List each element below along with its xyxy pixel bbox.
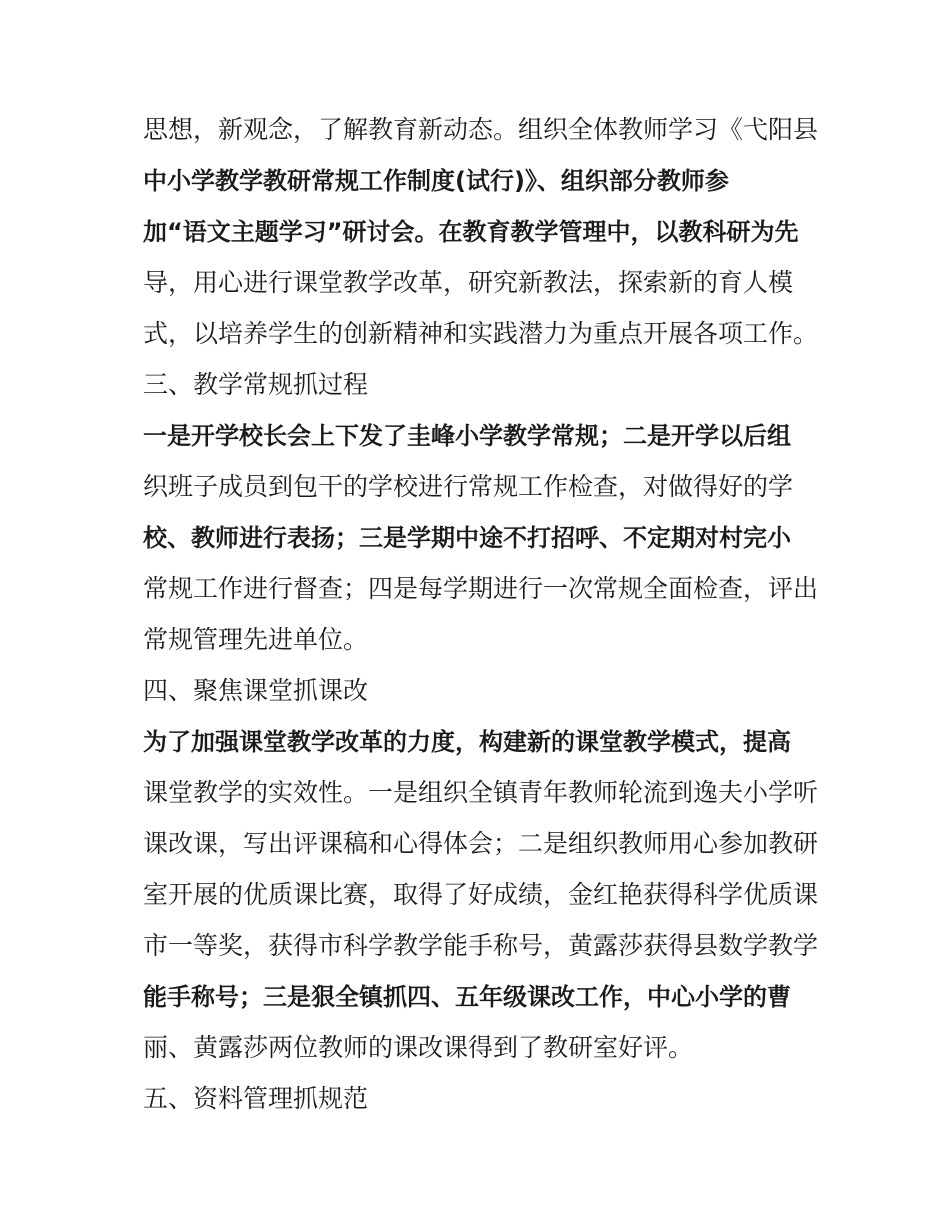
text-line: 课堂教学的实效性。一是组织全镇青年教师轮流到逸夫小学听: [143, 778, 819, 807]
text-line: 课改课，写出评课稿和心得体会；二是组织教师用心参加教研: [143, 829, 819, 858]
text-line: 加“语文主题学习”研讨会。在教育教学管理中，以教科研为先: [143, 218, 799, 246]
text-line: 式，以培养学生的创新精神和实践潜力为重点开展各项工作。: [143, 319, 819, 348]
section-heading: 四、聚焦课堂抓课改: [143, 676, 369, 705]
text-line: 室开展的优质课比赛，取得了好成绩，金红艳获得科学优质课: [143, 880, 819, 909]
text-line: 能手称号；三是狠全镇抓四、五年级课改工作，中心小学的曹: [143, 983, 791, 1011]
text-line: 丽、黄露莎两位教师的课改课得到了教研室好评。: [143, 1033, 694, 1062]
text-line: 一是开学校长会上下发了圭峰小学教学常规；二是开学以后组: [143, 422, 791, 450]
text-line: 市一等奖，获得市科学教学能手称号，黄露莎获得县数学教学: [143, 931, 819, 960]
section-heading: 五、资料管理抓规范: [143, 1084, 369, 1113]
text-line: 中小学教学教研常规工作制度(试行)》、组织部分教师参: [143, 167, 729, 195]
text-line: 导，用心进行课堂教学改革，研究新教法，探索新的育人模: [143, 268, 794, 297]
text-line: 思想，新观念，了解教育新动态。组织全体教师学习《弋阳县: [143, 115, 819, 144]
text-line: 织班子成员到包干的学校进行常规工作检查，对做得好的学: [143, 472, 794, 501]
text-line: 常规管理先进单位。: [143, 625, 369, 654]
text-line: 校、教师进行表扬；三是学期中途不打招呼、不定期对村完小: [143, 524, 791, 552]
text-line: 为了加强课堂教学改革的力度，构建新的课堂教学模式，提高: [143, 728, 791, 756]
section-heading: 三、教学常规抓过程: [143, 370, 369, 399]
text-line: 常规工作进行督查；四是每学期进行一次常规全面检查，评出: [143, 574, 819, 603]
